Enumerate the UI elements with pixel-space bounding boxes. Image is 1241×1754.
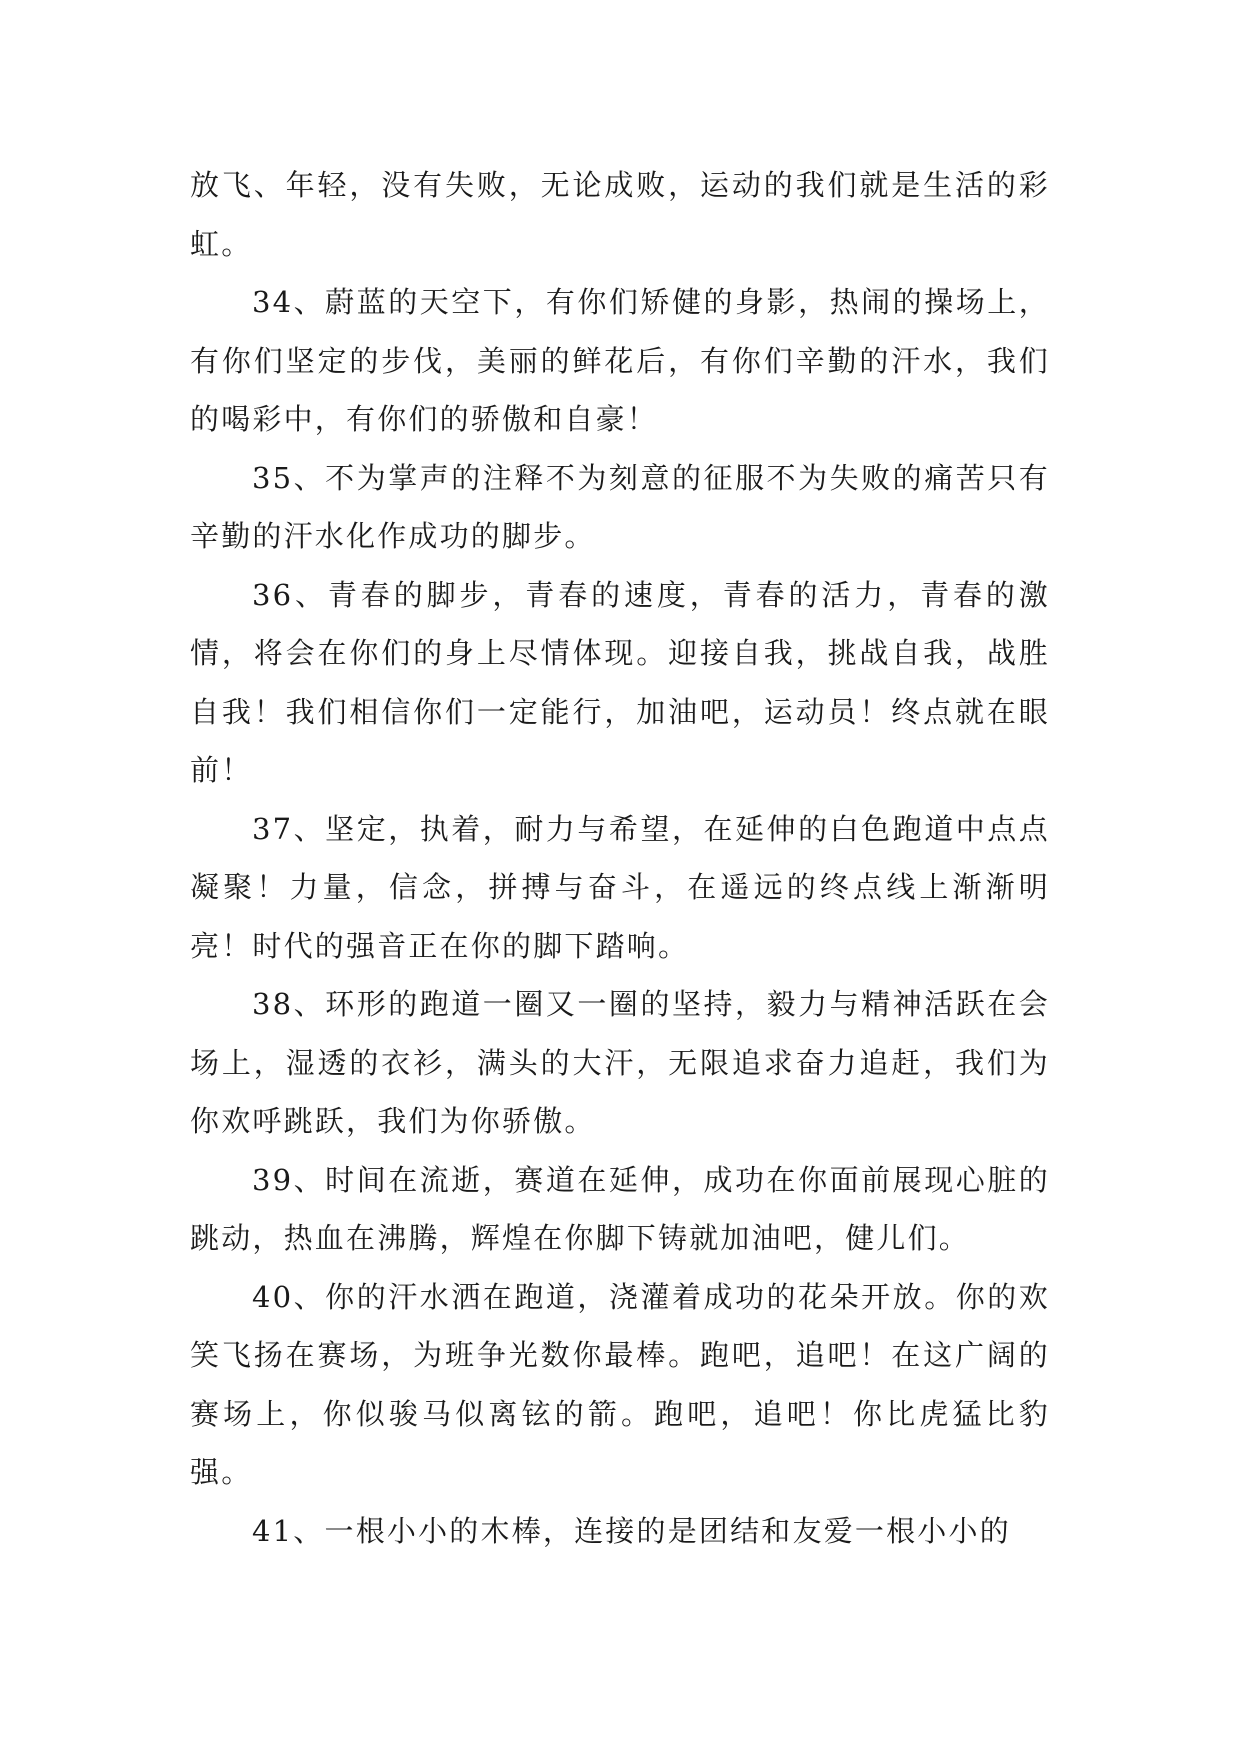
paragraph-40: 40、你的汗水洒在跑道，浇灌着成功的花朵开放。你的欢笑飞扬在赛场，为班争光数你最棒。跑吧，追吧！在这广阔的赛场上，你似骏马似离铉的箭。跑吧，追吧！你比虎猛比豹强。 — [190, 1279, 1050, 1489]
paragraph-38: 38、环形的跑道一圈又一圈的坚持，毅力与精神活跃在会场上，湿透的衣衫，满头的大汗，无限追求奋力追赶，我们为你欢呼跳跃，我们为你骄傲。 — [190, 987, 1050, 1138]
document-body — [190, 156, 1050, 1560]
paragraph-35: 35、不为掌声的注释不为刻意的征服不为失败的痛苦只有辛勤的汗水化作成功的脚步。 — [190, 460, 1050, 553]
paragraph-36: 36、青春的脚步，青春的速度，青春的活力，青春的激情，将会在你们的身上尽情体现。迎接自我，挑战自我，战胜自我！我们相信你们一定能行，加油吧，运动员！终点就在眼前！ — [190, 577, 1050, 787]
paragraph-continued: 放飞、年轻，没有失败，无论成败，运动的我们就是生活的彩虹。 — [190, 168, 1050, 261]
paragraph-34: 34、蔚蓝的天空下，有你们矫健的身影，热闹的操场上，有你们坚定的步伐，美丽的鲜花后，有你们辛勤的汗水，我们的喝彩中，有你们的骄傲和自豪！ — [190, 285, 1050, 436]
paragraph-37: 37、坚定，执着，耐力与希望，在延伸的白色跑道中点点凝聚！力量，信念，拼搏与奋斗，在遥远的终点线上渐渐明亮！时代的强音正在你的脚下踏响。 — [190, 811, 1050, 963]
paragraph-41: 41、一根小小的木棒，连接的是团结和友爱一根小小的 — [252, 1513, 1011, 1548]
paragraph-39: 39、时间在流逝，赛道在延伸，成功在你面前展现心脏的跳动，热血在沸腾，辉煌在你脚下铸就加油吧，健儿们。 — [190, 1162, 1050, 1255]
